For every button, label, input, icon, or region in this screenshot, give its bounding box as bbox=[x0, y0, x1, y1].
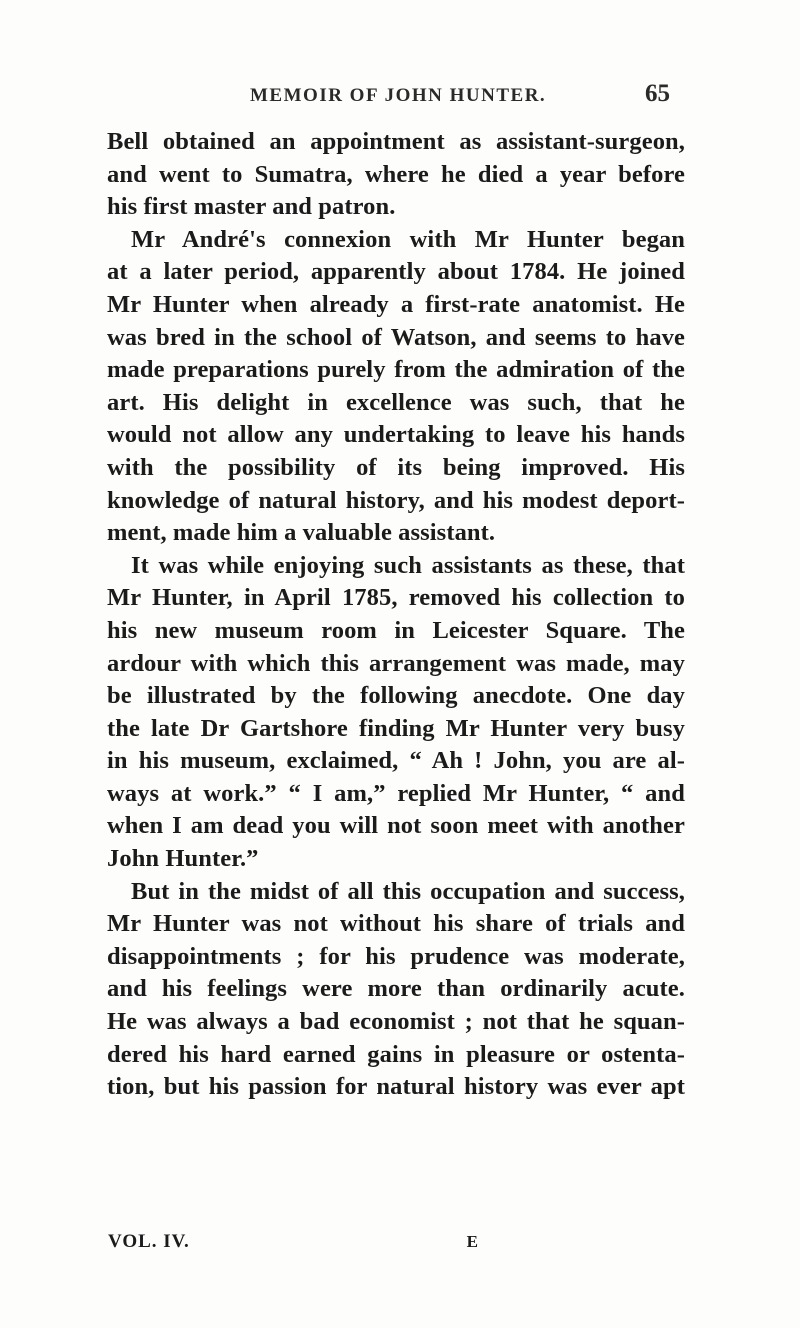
text-line: would not allow any undertaking to leave his hands bbox=[107, 421, 685, 449]
text-line: ardour with which this arrangement was made, may bbox=[107, 649, 685, 677]
body-text bbox=[107, 126, 685, 1104]
text-line: in his museum, exclaimed, “ Ah ! John, you are al- bbox=[107, 747, 685, 775]
text-line: It was while enjoying such assistants as these, that bbox=[131, 551, 685, 579]
text-line: and his feelings were more than ordinarily acute. bbox=[107, 975, 685, 1003]
text-line: art. His delight in excellence was such, that he bbox=[107, 388, 685, 416]
text-line: He was always a bad economist ; not that he squan- bbox=[107, 1008, 685, 1036]
text-line: Mr André's connexion with Mr Hunter began bbox=[131, 225, 685, 253]
text-line: But in the midst of all this occupation and success, bbox=[131, 877, 685, 905]
text-line: when I am dead you will not soon meet with another bbox=[107, 812, 685, 840]
text-line: dered his hard earned gains in pleasure or ostenta- bbox=[107, 1040, 685, 1068]
text-line: disappointments ; for his prudence was moderate, bbox=[107, 942, 685, 970]
text-line: with the possibility of its being improved. His bbox=[107, 453, 685, 481]
page-footer bbox=[108, 1231, 478, 1253]
signature-mark: E bbox=[466, 1232, 478, 1251]
page-number: 65 bbox=[645, 80, 670, 107]
text-line: ment, made him a valuable assistant. bbox=[107, 519, 496, 547]
text-line: ways at work.” “ I am,” replied Mr Hunter, “ and bbox=[107, 779, 685, 807]
text-line: Mr Hunter was not without his share of trials and bbox=[107, 910, 685, 938]
text-line: tion, but his passion for natural history was ever apt bbox=[107, 1073, 685, 1101]
text-line: John Hunter.” bbox=[107, 845, 259, 873]
running-head: MEMOIR OF JOHN HUNTER. bbox=[250, 85, 547, 106]
text-line: was bred in the school of Watson, and seems to have bbox=[107, 323, 685, 351]
text-line: Mr Hunter, in April 1785, removed his collection to bbox=[107, 584, 685, 612]
text-line: his first master and patron. bbox=[107, 193, 396, 221]
page-header bbox=[250, 80, 670, 108]
text-line: Bell obtained an appointment as assistant-surgeon, bbox=[107, 128, 685, 155]
text-line: the late Dr Gartshore finding Mr Hunter very busy bbox=[107, 714, 685, 742]
volume-signature: VOL. IV. bbox=[108, 1231, 190, 1252]
text-line: made preparations purely from the admiration of the bbox=[107, 356, 685, 384]
text-line: at a later period, apparently about 1784. He joined bbox=[107, 258, 685, 286]
text-line: Mr Hunter when already a first-rate anatomist. He bbox=[107, 290, 685, 318]
text-line: be illustrated by the following anecdote. One day bbox=[107, 682, 685, 710]
text-line: his new museum room in Leicester Square. The bbox=[107, 616, 685, 644]
text-line: knowledge of natural history, and his modest deport- bbox=[107, 486, 685, 514]
text-line: and went to Sumatra, where he died a year before bbox=[107, 160, 685, 188]
